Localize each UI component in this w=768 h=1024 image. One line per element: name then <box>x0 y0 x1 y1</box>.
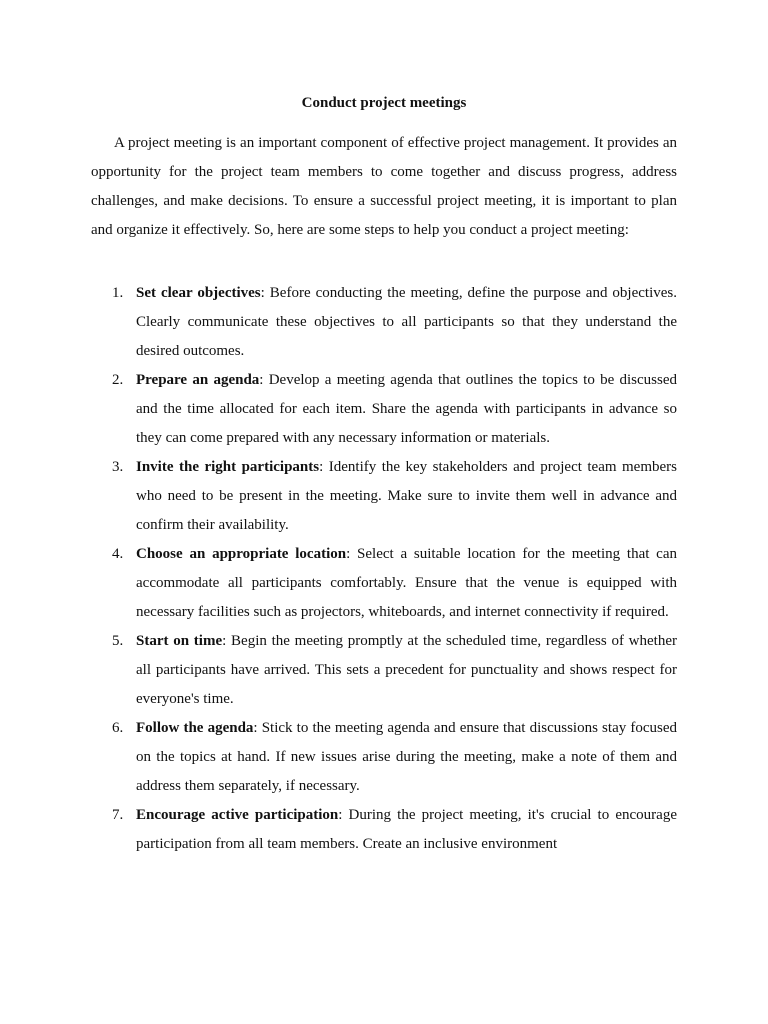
step-title: Encourage active participation <box>136 807 339 823</box>
step-text: : Develop a meeting agenda that outlines the topics to be discussed and the time allocated for each item. Share the agenda with participants in advance so they can come prepared with any necessary information or materials. <box>136 372 677 446</box>
list-item <box>91 453 677 540</box>
list-item <box>91 540 677 627</box>
step-number: 5. <box>112 633 124 649</box>
step-number: 2. <box>112 372 124 388</box>
list-item <box>91 279 677 366</box>
list-item <box>91 627 677 714</box>
step-title: Start on time <box>136 633 223 649</box>
step-number: 6. <box>112 720 124 736</box>
step-title: Set clear objectives <box>136 285 261 301</box>
list-item <box>91 366 677 453</box>
step-text: : Begin the meeting promptly at the scheduled time, regardless of whether all participants have arrived. This sets a precedent for punctuality and shows respect for everyone's time. <box>136 633 677 707</box>
step-number: 3. <box>112 459 124 475</box>
step-title: Prepare an agenda <box>136 372 260 388</box>
step-title: Choose an appropriate location <box>136 546 347 562</box>
list-item <box>91 714 677 801</box>
step-text: : During the project meeting, it's crucial to encourage participation from all team members. Create an inclusive environment <box>136 807 677 852</box>
steps-list <box>91 279 677 859</box>
step-text: : Identify the key stakeholders and project team members who need to be present in the meeting. Make sure to invite them well in advance and confirm their availability. <box>136 459 677 533</box>
step-number: 1. <box>112 285 124 301</box>
intro-paragraph: A project meeting is an important component of effective project management. It provides an opportunity for the project team members to come together and discuss progress, address challenges, and make decisions. To ensure a successful project meeting, it is important to plan and organize it effectively. So, here are some steps to help you conduct a project meeting: <box>91 135 677 238</box>
step-number: 4. <box>112 546 124 562</box>
step-text: : Before conducting the meeting, define the purpose and objectives. Clearly communicate these objectives to all participants so that they understand the desired outcomes. <box>136 285 677 359</box>
step-text: : Stick to the meeting agenda and ensure that discussions stay focused on the topics at hand. If new issues arise during the meeting, make a note of them and address them separately, if necessary. <box>136 720 677 794</box>
step-number: 7. <box>112 807 124 823</box>
list-item <box>91 801 677 859</box>
step-title: Invite the right participants <box>136 459 320 475</box>
step-text: : Select a suitable location for the meeting that can accommodate all participants comfortably. Ensure that the venue is equipped with necessary facilities such as projectors, whiteboards, and internet connectivity if required. <box>136 546 677 620</box>
document-title: Conduct project meetings <box>301 95 467 111</box>
step-title: Follow the agenda <box>136 720 254 736</box>
